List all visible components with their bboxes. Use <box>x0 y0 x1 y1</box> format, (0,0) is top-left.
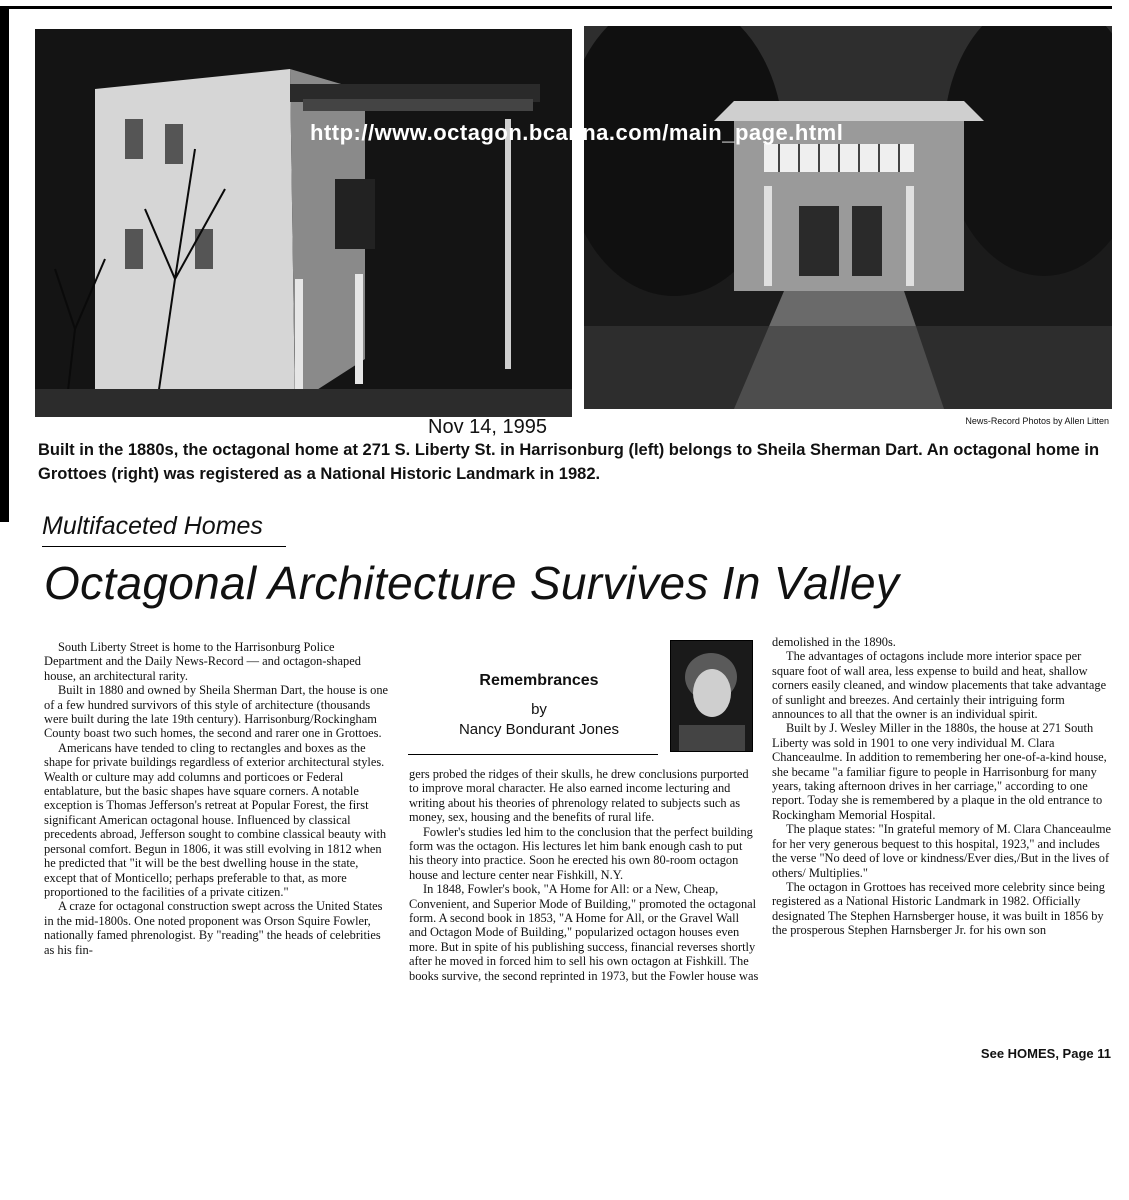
author-photo-art <box>671 641 752 751</box>
column-signature <box>410 672 668 740</box>
photo-url-watermark: http://www.octagon.bcanna.com/main_page.html <box>310 120 844 145</box>
photo-harrisonburg-octagon-house <box>35 29 572 417</box>
photo-grottoes-octagon-house <box>584 26 1112 409</box>
left-margin-bar <box>0 6 9 522</box>
paragraph: Built by J. Wesley Miller in the 1880s, the house at 271 South Liberty was sold in 1901 to one very individual M. Clara Chanceaulme. In addition to remembering her one-of-a-kind house, she became "a familiar figure to people in Harrisonburg for many years, taking afternoon drives in her carriage," according to one report. Today she is remembered by a plaque in the old entrance to Rockingham Memorial Hospital. <box>772 721 1107 822</box>
photo-credit: News-Record Photos by Allen Litten <box>965 416 1109 426</box>
top-rule <box>0 6 1112 9</box>
paragraph: The advantages of octagons include more interior space per square foot of wall area, less expense to build and heat, shallow corners easily cleaned, and window placements that take advantage of sunlight and breezes. And certainly their intriguing form announces to all that the owner is an individual spirit. <box>772 649 1107 722</box>
column-author: Nancy Bondurant Jones <box>458 721 620 738</box>
column-title: Remembrances <box>479 672 599 689</box>
photo-left-art <box>35 29 572 417</box>
photo-date: Nov 14, 1995 <box>428 416 547 438</box>
paragraph: Americans have tended to cling to rectangles and boxes as the shape for private buildings regardless of exterior architectural styles. Wealth or culture may add columns and porticoes or Federal entablature, but the basic shapes have square corners. A notable exception is Thomas Jefferson's retreat at Popular Forest, the first significant American octagonal house. Influenced by classical precedents abroad, Jefferson sought to combine classical beauty with personal comfort. Begun in 1806, it was still evolving in 1812 when he predicted that "it will be the best dwelling house in the state, except that of Monticello; perhaps preferable to that, as more proportioned to the facilities of a private citizen." <box>44 740 387 899</box>
paragraph: Built in 1880 and owned by Sheila Sherman Dart, the house is one of a few hundred survivors of this style of architecture (thousands were built during the late 19th century). Harrisonburg/Rockingham County boast two such homes, the second and rarer one in Grottoes. <box>44 683 389 741</box>
photo-right-art <box>584 26 1112 409</box>
continuation-jump: See HOMES, Page 11 <box>980 1046 1111 1061</box>
headline: Octagonal Architecture Survives In Valley <box>44 557 900 609</box>
paragraph: South Liberty Street is home to the Harrisonburg Police Department and the Daily News-Record — and octagon-shaped house, an architectural rarity. <box>44 640 361 683</box>
kicker: Multifaceted Homes <box>42 512 263 540</box>
photo-caption: Built in the 1880s, the octagonal home at 271 S. Liberty St. in Harrisonburg (left) belongs to Sheila Sherman Dart. An octagonal home in Grottoes (right) was registered as a National Historic Landmark in 1982. <box>38 441 1100 483</box>
paragraph: gers probed the ridges of their skulls, he drew conclusions purported to improve moral character. He also earned income lecturing and writing about his theories of phrenology related to subjects such as money, sex, housing and the benefits of rural life. <box>409 767 749 825</box>
author-photo <box>670 640 753 752</box>
paragraph: The octagon in Grottoes has received more celebrity since being registered as a National Historic Landmark in 1982. Officially designated The Stephen Harnsberger house, it was built in 1856 by the prosperous Stephen Harnsberger Jr. for his own son <box>772 879 1105 938</box>
body-column-2 <box>409 767 759 983</box>
paragraph: Fowler's studies led him to the conclusion that the perfect building form was the octagon. His lectures let him bank enough cash to put his theory into practice. Soon he erected his own 80-room octagon house and lecture center near Fishkill, N.Y. <box>409 824 753 882</box>
body-column-3 <box>772 635 1112 938</box>
column-byline-by: by <box>531 701 547 718</box>
kicker-underline <box>42 546 286 547</box>
column-divider <box>408 754 658 755</box>
paragraph: demolished in the 1890s. <box>772 635 896 649</box>
paragraph: A craze for octagonal construction swept across the United States in the mid-1800s. One noted proponent was Orson Squire Fowler, nationally famed phrenologist. By "reading" the heads of celebrities as his fin- <box>44 899 383 957</box>
paragraph: The plaque states: "In grateful memory of M. Clara Chanceaulme for her very generous bequest to this hospital, 1923," and includes the verse "No deed of love or kindness/Ever dies,/But in the lives of others/ Multiplies." <box>772 822 1112 880</box>
body-column-1 <box>44 640 390 957</box>
paragraph: In 1848, Fowler's book, "A Home for All: or a New, Cheap, Convenient, and Superior Mode of Building," promoted the octagonal form. A second book in 1853, "A Home for All, or the Gravel Wall and Octagon Mode of Building," popularized octagon houses even more. But in spite of his publishing success, financial reverses shortly after he moved in forced him to sell his own octagon at Fishkill. The books survive, the second reprinted in 1973, but the Fowler house was <box>409 882 759 983</box>
